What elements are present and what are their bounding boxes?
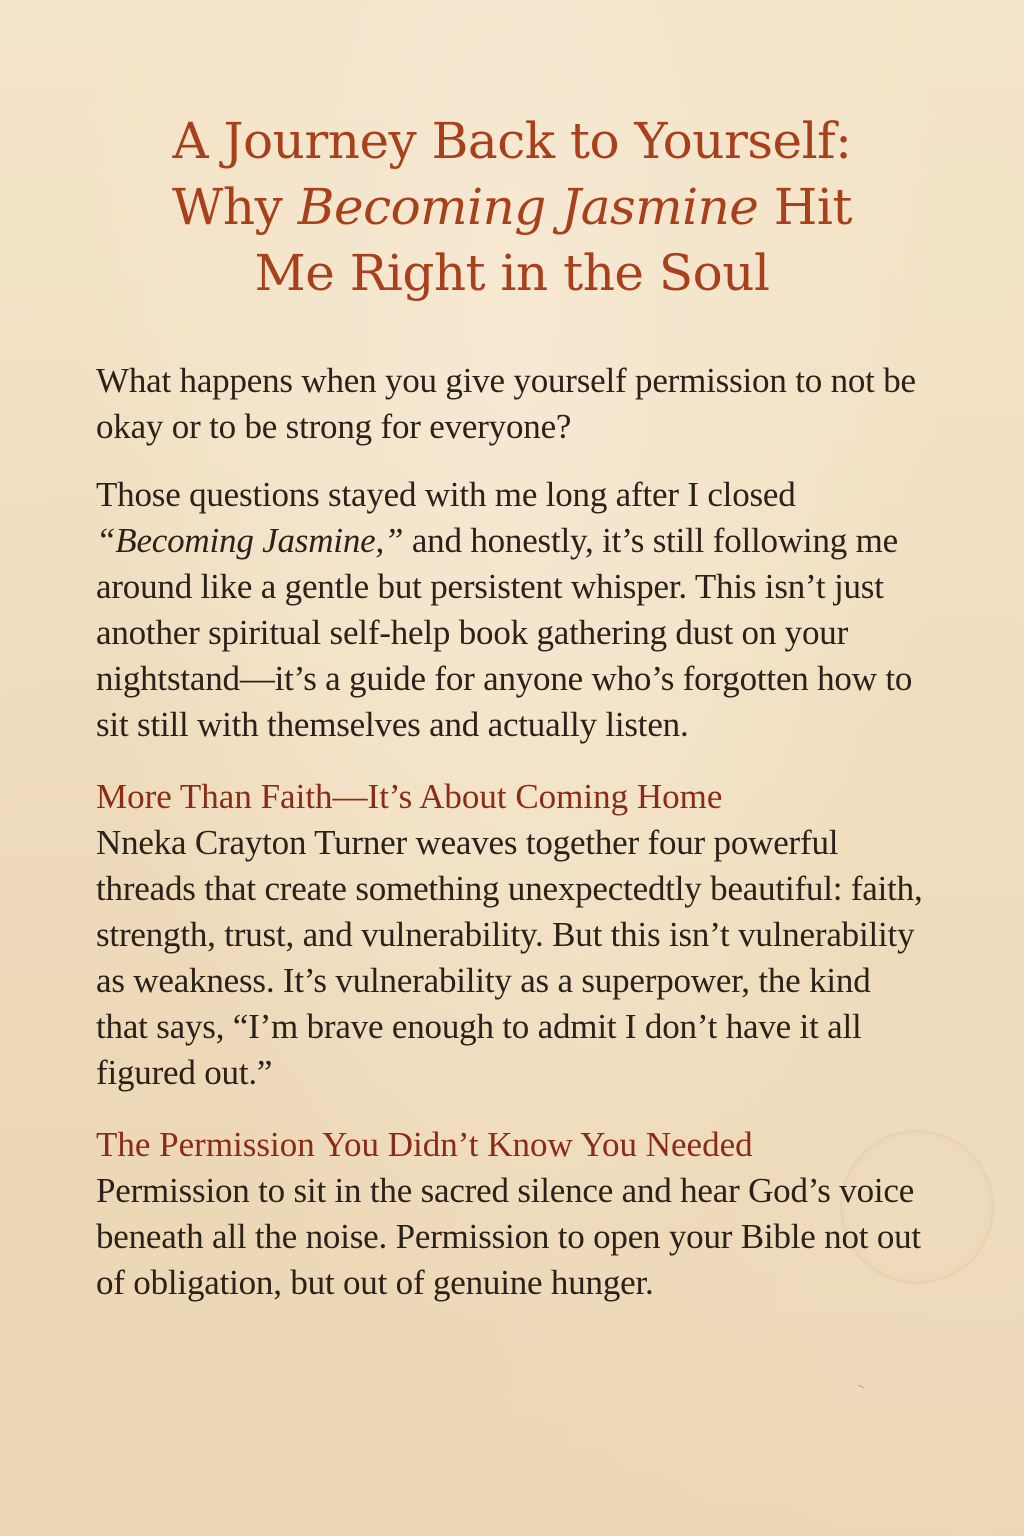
title-line-1: A Journey Back to Yourself: [172, 112, 852, 170]
section-coming-home [96, 774, 928, 1096]
title-line-2-pre: Why [172, 178, 298, 236]
title-line-3: Me Right in the Soul [254, 244, 770, 302]
intro-question: What happens when you give yourself permission to not be okay or to be strong for everyone? [96, 361, 916, 446]
title-book-name: Becoming Jasmine [297, 178, 759, 236]
section-permission [96, 1122, 928, 1306]
intro-paragraph-post: and honestly, it’s still following me around like a gentle but persistent whisper. This isn’t just another spiritual self-help book gathering dust on your nightstand—it’s a guide for anyone who’s forgotten how to sit still with themselves and actually listen. [96, 521, 913, 744]
article [96, 108, 928, 1328]
intro-book-title: “Becoming Jasmine,” [96, 521, 404, 560]
intro-paragraph [96, 472, 928, 748]
section-body: Permission to sit in the sacred silence and hear God’s voice beneath all the noise. Permission to open your Bible not out of obligation, but out of genuine hunger. [96, 1171, 921, 1302]
title-line-2 [96, 174, 928, 240]
article-title [96, 108, 928, 306]
section-body: Nneka Crayton Turner weaves together four powerful threads that create something unexpectedtly beautiful: faith, strength, trust, and vulnerability. But this isn’t vulnerability as weakness. It’s vulnerability as a superpower, the kind that says, “I’m brave enough to admit I don’t have it all figured out.” [96, 823, 923, 1092]
title-line-2-post: Hit [758, 178, 852, 236]
section-heading: The Permission You Didn’t Know You Needed [96, 1125, 753, 1164]
section-heading: More Than Faith—It’s About Coming Home [96, 777, 723, 816]
paper-speck [858, 1385, 864, 1388]
intro-paragraph-pre: Those questions stayed with me long after I closed [96, 475, 796, 514]
